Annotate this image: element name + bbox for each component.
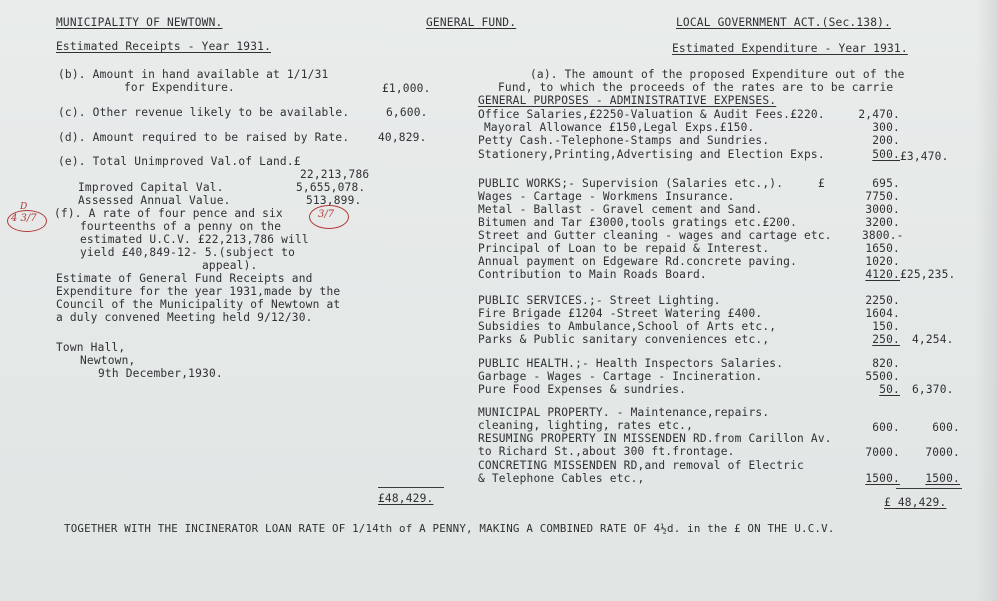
receipt-b-label-2: for Expenditure. (124, 81, 235, 94)
receipt-c-value: 6,600. (386, 106, 428, 119)
works-item-5-label: Street and Gutter cleaning - wages and cartage etc. (478, 229, 832, 242)
expenditure-title: Estimated Expenditure - Year 1931. (672, 42, 908, 55)
health-item-3-amount: 50. (879, 383, 900, 396)
works-item-3-label: Metal - Ballast - Gravel cement and Sand. (478, 203, 763, 216)
receipt-e-value: 22,213,786 (300, 168, 370, 181)
property-item-3-subtotal: 7000. (925, 446, 960, 459)
property-item-1-amount: 600. (872, 421, 900, 434)
health-item-2-label: Garbage - Wages - Cartage - Incineration. (478, 370, 763, 383)
works-item-6-label: Principal of Loan to be repaid & Interest. (478, 242, 770, 255)
services-item-4-label: Parks & Public sanitary conveniences etc., (478, 333, 770, 346)
property-item-5-subtotal: 1500. (925, 472, 960, 485)
works-item-3-amount: 3000. (865, 203, 900, 216)
property-item-3-amount: 7000. (865, 446, 900, 459)
services-item-3-label: Subsidies to Ambulance,School of Arts etc., (478, 320, 777, 333)
property-item-4-label: CONCRETING MISSENDEN RD,and removal of Electric (478, 459, 804, 472)
paper-edge (976, 0, 998, 601)
services-item-1-amount: 2250. (865, 294, 900, 307)
receipt-c-label: (c). Other revenue likely to be available. (58, 106, 350, 119)
services-subtotal: 4,254. (912, 333, 954, 346)
receipt-f-line-3: estimated U.C.V. £22,213,786 will (80, 233, 309, 246)
general-subtotal: £3,470. (900, 150, 949, 163)
property-item-5-amount: 1500. (865, 472, 900, 485)
general-item-2-label: Mayoral Allowance £150,Legal Exps.£150. (484, 121, 755, 134)
public-works-heading: PUBLIC WORKS;- Supervision (Salaries etc.,). (478, 177, 784, 190)
public-services-heading: PUBLIC SERVICES.;- Street Lighting. (478, 294, 721, 307)
works-item-8-amount: 4120. (865, 268, 900, 281)
works-item-7-amount: 1020. (865, 255, 900, 268)
works-item-2-label: Wages - Cartage - Workmens Insurance. (478, 190, 735, 203)
works-item-7-label: Annual payment on Edgeware Rd.concrete paving. (478, 255, 798, 268)
receipts-title: Estimated Receipts - Year 1931. (56, 40, 271, 53)
works-item-6-amount: 1650. (865, 242, 900, 255)
receipt-d-label: (d). Amount required to be raised by Rate. (58, 131, 350, 144)
health-item-3-label: Pure Food Expenses & sundries. (478, 383, 687, 396)
receipts-total: £48,429. (378, 492, 434, 505)
services-item-2-label: Fire Brigade £1204 -Street Watering £400. (478, 307, 763, 320)
estimate-line-4: a duly convened Meeting held 9/12/30. (56, 311, 313, 324)
footer-note: TOGETHER WITH THE INCINERATOR LOAN RATE OF 1/14th of A PENNY, MAKING A COMBINED RATE OF 4½d. in the £ ON THE U.C.V. (64, 522, 835, 535)
works-subtotal: £25,235. (900, 268, 956, 281)
works-item-8-label: Contribution to Main Roads Board. (478, 268, 707, 281)
services-item-4-amount: 250. (872, 333, 900, 346)
estimate-line-1: Estimate of General Fund Receipts and (56, 272, 313, 285)
property-item-1-label: cleaning, lighting, rates etc., (478, 419, 693, 432)
works-item-4-label: Bitumen and Tar £3000,tools gratings etc.£200. (478, 216, 798, 229)
receipt-e-label: (e). Total Unimproved Val.of Land.£ (58, 155, 301, 168)
fraction-note: 3/7 (318, 209, 335, 220)
receipt-f-line-4: yield £40,849-12- 5.(subject to (80, 246, 295, 259)
general-item-1-label: Office Salaries,£2250-Valuation & Audit Fees.£220. (478, 108, 825, 121)
municipal-property-heading: MUNICIPAL PROPERTY. - Maintenance,repairs. (478, 406, 770, 419)
public-works-currency: £ (818, 177, 825, 190)
fund-title: GENERAL FUND. (426, 16, 517, 29)
property-item-2-label: RESUMING PROPERTY IN MISSENDEN RD.from Carillon Av. (478, 432, 832, 445)
works-item-5-amount: 3800.- (862, 229, 904, 242)
receipt-f-line-1: (f). A rate of four pence and six (54, 207, 283, 220)
estimate-line-3: Council of the Municipality of Newtown at (56, 298, 341, 311)
margin-note-top: D (20, 202, 28, 212)
general-item-3-amount: 200. (872, 134, 900, 147)
receipt-b-label: (b). Amount in hand available at 1/1/31 (58, 68, 329, 81)
act-title: LOCAL GOVERNMENT ACT.(Sec.138). (676, 16, 891, 29)
newtown: Newtown, (80, 354, 136, 367)
public-health-heading: PUBLIC HEALTH.;- Health Inspectors Salaries. (478, 357, 784, 370)
health-subtotal: 6,370. (912, 383, 954, 396)
general-item-1-amount: 2,470. (858, 108, 900, 121)
receipt-d-value: 40,829. (378, 131, 427, 144)
receipt-f-line-5: appeal). (202, 259, 258, 272)
health-item-1-amount: 820. (872, 357, 900, 370)
services-item-3-amount: 150. (872, 320, 900, 333)
receipts-total-rule (378, 487, 444, 488)
receipt-f-line-2: fourteenths of a penny on the (80, 220, 282, 233)
expenditure-a-line-1: (a). The amount of the proposed Expenditure out of the (530, 68, 905, 81)
estimate-line-2: Expenditure for the year 1931,made by the (56, 285, 341, 298)
general-item-3-label: Petty Cash.-Telephone-Stamps and Sundries. (478, 134, 770, 147)
receipt-b-value: £1,000. (382, 82, 431, 95)
letter-date: 9th December,1930. (98, 367, 223, 380)
assessed-value-label: Assessed Annual Value. (78, 194, 231, 207)
services-item-2-amount: 1604. (865, 307, 900, 320)
general-item-4-amount: 500. (872, 148, 900, 161)
expenditure-a-line-2: Fund, to which the proceeds of the rates are to be carrie (498, 81, 894, 94)
works-item-1-amount: 695. (872, 177, 900, 190)
property-item-5-label: & Telephone Cables etc., (478, 472, 645, 485)
assessed-value-value: 513,899. (306, 194, 362, 207)
municipality-title: MUNICIPALITY OF NEWTOWN. (56, 16, 223, 29)
improved-capital-label: Improved Capital Val. (78, 181, 224, 194)
works-item-2-amount: 7750. (865, 190, 900, 203)
property-item-3-label: to Richard St.,about 300 ft.frontage. (478, 445, 735, 458)
health-item-2-amount: 5500. (865, 370, 900, 383)
expenditure-total: £ 48,429. (884, 496, 947, 509)
property-item-1-subtotal: 600. (932, 421, 960, 434)
margin-note: 4 3/7 (11, 213, 37, 224)
expenditure-total-rule (896, 488, 962, 489)
town-hall: Town Hall, (56, 341, 126, 354)
improved-capital-value: 5,655,078. (296, 181, 366, 194)
general-purposes-heading: GENERAL PURPOSES - ADMINISTRATIVE EXPENSES. (478, 94, 777, 107)
general-item-4-label: Stationery,Printing,Advertising and Election Exps. (478, 148, 825, 161)
general-item-2-amount: 300. (872, 121, 900, 134)
works-item-4-amount: 3200. (865, 216, 900, 229)
